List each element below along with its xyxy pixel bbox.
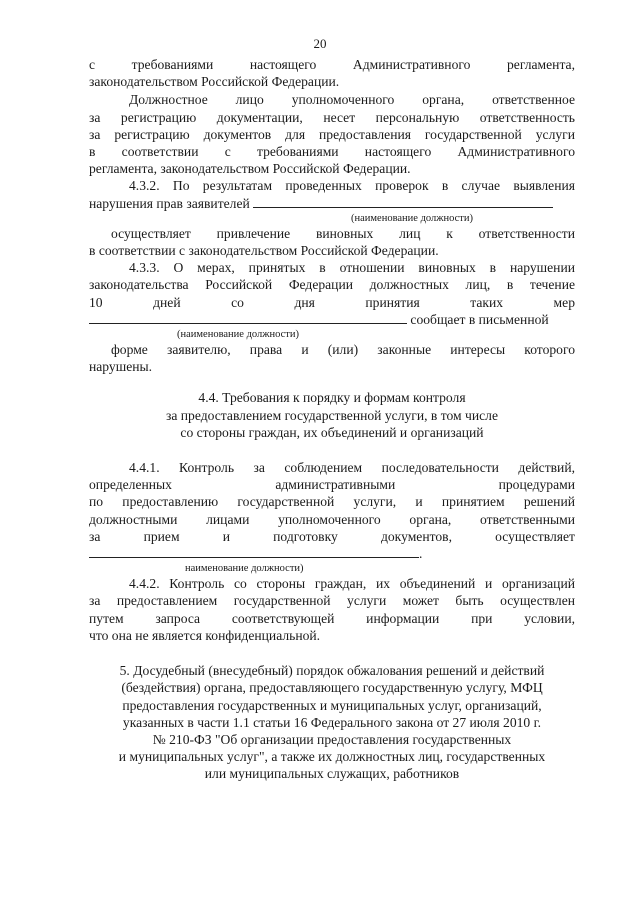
text-line: определенных административными процедурами [89,477,575,493]
text-line: за прием и подготовку документов, осуществляет [89,528,575,544]
paragraph-4-4-1 [89,459,575,575]
paragraph-p1 [89,56,575,90]
text-line: 4.3.3. О мерах, принятых в отношении виновных в нарушении [129,260,575,276]
blank-underline [253,196,553,208]
paragraph-4-3-3 [89,259,575,375]
text-line [89,195,575,212]
text-line: в соответствии с законодательством Российской Федерации. [89,243,439,259]
blank-underline [89,546,419,558]
section-heading-5 [89,662,575,782]
text-line: за регистрацию документации, несет персональную ответственность [89,109,575,125]
text-fragment: . [419,546,423,562]
paragraph-4-4-2 [89,575,575,644]
paragraph-p2 [89,91,575,177]
text-line: что она не является конфиденциальной. [89,627,321,643]
text-line: 4.4.1. Контроль за соблюдением последовательности действий, [129,460,575,476]
heading-line: 4.4. Требования к порядку и формам контроля [198,390,466,406]
text-line: за регистрацию документов для предоставления государственной услуги [89,126,575,142]
heading-line: (бездействия) органа, предоставляющего государственную услугу, МФЦ [121,680,543,696]
heading-line: за предоставлением государственной услуги, в том числе [165,407,498,423]
document-body [89,56,575,783]
heading-line: 5. Досудебный (внесудебный) порядок обжалования решений и действий [119,663,545,679]
heading-line: со стороны граждан, их объединений и организаций [180,424,484,440]
heading-line: или муниципальных служащих, работников [204,766,460,782]
blank-underline [89,312,407,324]
heading-line: предоставления государственных и муниципальных услуг, организаций, [122,697,542,713]
text-line: по предоставлению государственной услуги, и принятием решений [89,494,575,510]
blank-caption: наименование должности) [185,563,304,575]
text-fragment: нарушения прав заявителей [89,195,250,211]
blank-caption: (наименование должности) [351,212,474,224]
text-line: за предоставлением государственной услуги может быть осуществлен [89,593,575,609]
text-line: с требованиями настоящего Административного регламента, [89,57,575,72]
text-line: законодательства Российской Федерации должностных лиц, в течение [89,277,575,293]
section-heading-4-4 [89,389,575,441]
text-line: регламента, законодательством Российской Федерации. [89,161,411,177]
page-number: 20 [313,36,327,51]
text-line: нарушены. [89,359,153,375]
text-line: законодательством Российской Федерации. [89,74,340,90]
text-line: форме заявителю, права и (или) законные интересы которого [111,342,575,358]
text-line: осуществляет привлечение виновных лиц к ответственности [111,225,575,241]
heading-line: указанных в части 1.1 статьи 16 Федерального закона от 27 июля 2010 г. [122,714,542,730]
text-line [89,545,575,562]
text-line: 10 дней со дня принятия таких мер [89,294,575,310]
text-line: в соответствии с требованиями настоящего Административного [89,144,575,160]
heading-line: № 210-ФЗ "Об организации предоставления государственных [152,731,512,747]
text-line: должностными лицами уполномоченного органа, ответственными [89,511,575,527]
blank-caption: (наименование должности) [177,329,300,341]
text-line [89,311,575,328]
text-fragment: сообщает в письменной [410,311,549,327]
text-line: путем запроса соответствующей информации при условии, [89,610,575,626]
text-line: Должностное лицо уполномоченного органа, ответственное [129,92,575,108]
text-line: 4.3.2. По результатам проведенных проверок в случае выявления [129,178,575,194]
text-line: 4.4.2. Контроль со стороны граждан, их объединений и организаций [129,576,575,592]
paragraph-4-3-2 [89,177,575,259]
heading-line: и муниципальных услуг", а также их должностных лиц, государственных [118,749,546,765]
